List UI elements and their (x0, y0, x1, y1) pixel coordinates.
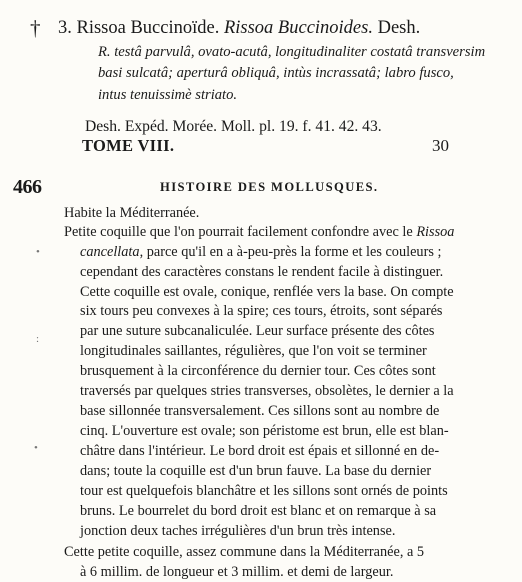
description-line: dans; toute la coquille est d'un brun fauve. La base du dernier (80, 463, 432, 479)
bibliographic-reference: Desh. Expéd. Morée. Moll. pl. 19. f. 41. 42. 43. (85, 118, 382, 135)
description-line: par une suture subcanaliculée. Leur surface présente des côtes (80, 323, 435, 339)
description-line: Petite coquille que l'on pourrait facilement confondre avec le Rissoa (64, 224, 455, 240)
description-line: châtre dans l'intérieur. Le bord droit est épais et sillonné en de- (80, 443, 440, 459)
habitat-line: Habite la Méditerranée. (64, 205, 200, 221)
species-heading (58, 18, 420, 39)
description-line: traversés par quelques stries transverses, obsolètes, le dernier a la (80, 383, 454, 399)
species-name-latin: Rissoa Buccinoides. (223, 18, 373, 38)
running-head: HISTOIRE DES MOLLUSQUES. (160, 180, 379, 194)
species-author: Desh. (377, 18, 421, 38)
description-line: brusquement à la circonférence du dernier tour. Ces côtes sont (80, 363, 436, 379)
species-name-french: Rissoa Buccinoïde. (76, 18, 220, 38)
signature-mark: 30 (432, 136, 449, 155)
diagnosis-line-3: intus tenuissimè striato. (98, 87, 238, 103)
description-line: cinq. L'ouverture est ovale; son péristome est brun, elle est blan- (80, 423, 449, 439)
description-line: bruns. Le bourrelet du bord droit est blanc et on remarque à sa (80, 503, 437, 519)
tome-label: TOME VIII. (82, 136, 175, 155)
description-line: Cette coquille est ovale, conique, renflée vers la base. On compte (80, 284, 454, 300)
page-number: 466 (13, 176, 42, 198)
margin-speck: • (36, 246, 40, 258)
description-line: tour est quelquefois blanchâtre et les sillons sont ornés de points (80, 483, 448, 499)
description-line: cancellata, parce qu'il en a à-peu-près la forme et les couleurs ; (80, 244, 442, 260)
diagnosis-line-2: basi sulcatâ; aperturâ obliquâ, intùs incrassatâ; labro fusco, (98, 65, 454, 81)
margin-speck: : (36, 333, 40, 345)
dagger-marker: † (30, 16, 41, 40)
description-line: base sillonnée transversalement. Ces sillons sont au nombre de (80, 403, 440, 419)
description-line: longitudinales saillantes, régulières, que l'on voit se terminer (80, 343, 427, 359)
margin-speck: • (34, 442, 38, 454)
diagnosis-line-1: R. testâ parvulâ, ovato-acutâ, longitudinaliter costatâ transversim (98, 44, 486, 60)
description-line: jonction deux taches irrégulières d'un brun très intense. (80, 523, 396, 539)
closing-line: à 6 millim. de longueur et 3 millim. et demi de largeur. (80, 564, 394, 580)
species-number: 3. (58, 18, 72, 38)
description-line: six tours peu convexes à la spire; ces tours, étroits, sont séparés (80, 303, 443, 319)
description-line: cependant des caractères constans le rendent facile à distinguer. (80, 264, 444, 280)
closing-line: Cette petite coquille, assez commune dans la Méditerranée, a 5 (64, 544, 425, 560)
